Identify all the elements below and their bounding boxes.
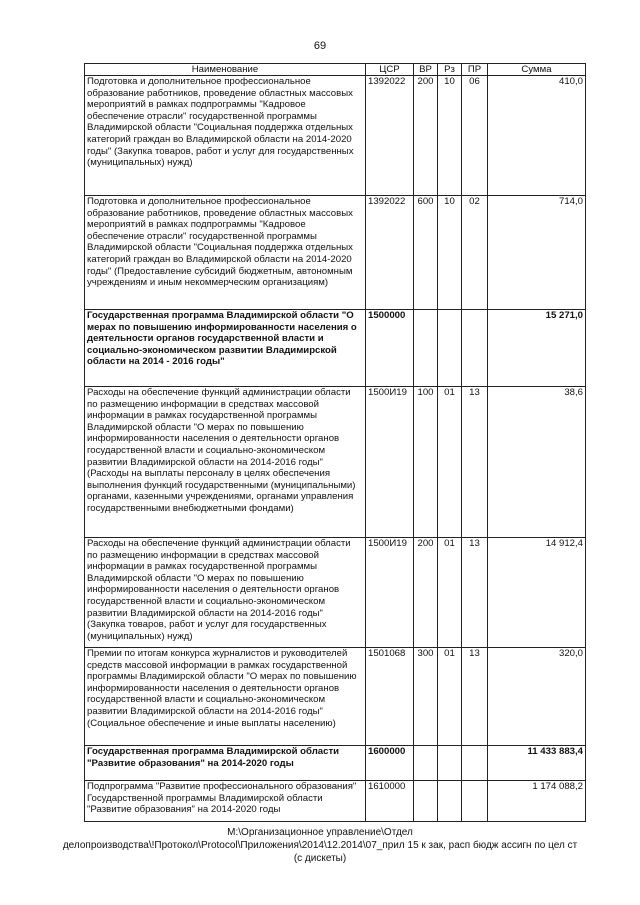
header-pr: ПР [462, 64, 488, 76]
cell-sum: 38,6 [488, 387, 586, 538]
table-row [85, 76, 586, 196]
cell-sum: 714,0 [488, 196, 586, 310]
cell-sum: 14 912,4 [488, 538, 586, 648]
cell-sum: 320,0 [488, 648, 586, 746]
cell-rz: 10 [438, 76, 462, 196]
cell-pr [462, 746, 488, 781]
cell-pr: 13 [462, 387, 488, 538]
cell-pr: 13 [462, 538, 488, 648]
page-number: 69 [313, 40, 327, 52]
cell-sum: 410,0 [488, 76, 586, 196]
table-row [85, 648, 586, 746]
cell-pr [462, 781, 488, 822]
table-row [85, 746, 586, 781]
table-row [85, 387, 586, 538]
cell-rz: 01 [438, 538, 462, 648]
cell-csr: 1500000 [366, 310, 414, 387]
footer-line-1: М:\Организационное управление\Отдел [227, 827, 413, 838]
file-path-footer [0, 826, 640, 865]
cell-rz [438, 310, 462, 387]
cell-sum: 11 433 883,4 [488, 746, 586, 781]
header-sum: Сумма [488, 64, 586, 76]
footer-line-2: делопроизводства\!Протокол\Protocol\Приложения\2014\12.2014\07_прил 15 к зак, расп бюдж ассигн по цел ст [62, 840, 578, 851]
cell-rz [438, 746, 462, 781]
cell-vr: 200 [414, 76, 438, 196]
cell-name: Подготовка и дополнительное профессиональное образование работников, проведение областных массовых мероприятий в рамках подпрограммы "Кадровое обеспечение отрасли" государственной программы Владимирской области "Социальная поддержка отдельных категорий граждан во Владимирской области на 2014-2020 годы" (Закупка товаров, работ и услуг для государственных (муниципальных) нужд) [85, 76, 366, 196]
cell-name: Премии по итогам конкурса журналистов и руководителей средств массовой информации в рамках государственной программы Владимирской области "О мерах по повышению информированности населения о деятельности органов государственной власти и социально-экономическом развитии Владимирской области на 2014-2016 годы" (Социальное обеспечение и иные выплаты населению) [85, 648, 366, 746]
cell-name: Расходы на обеспечение функций администрации области по размещению информации в средствах массовой информации в рамках государственной программы Владимирской области "О мерах по повышению информированности населения о деятельности органов государственной власти и социально-экономическом развитии Владимирской области на 2014-2016 годы" (Закупка товаров, работ и услуг для государственных (муниципальных) нужд) [85, 538, 366, 648]
cell-vr: 600 [414, 196, 438, 310]
footer-line-3: (с дискеты) [293, 853, 347, 864]
header-rz: Рз [438, 64, 462, 76]
cell-pr: 13 [462, 648, 488, 746]
cell-pr [462, 310, 488, 387]
cell-name: Государственная программа Владимирской области "О мерах по повышению информированности населения о деятельности органов государственной власти и социально-экономическом развитии Владимирской области на 2014 - 2016 годы" [85, 310, 366, 387]
cell-csr: 1500И19 [366, 387, 414, 538]
cell-vr [414, 746, 438, 781]
cell-vr [414, 781, 438, 822]
header-name: Наименование [85, 64, 366, 76]
cell-pr: 06 [462, 76, 488, 196]
table-row [85, 538, 586, 648]
budget-table [84, 63, 586, 822]
cell-rz [438, 781, 462, 822]
cell-name: Подпрограмма "Развитие профессионального образования" Государственной программы Владимирской области "Развитие образования" на 2014-2020 годы [85, 781, 366, 822]
cell-csr: 1500И19 [366, 538, 414, 648]
cell-sum: 1 174 088,2 [488, 781, 586, 822]
header-csr: ЦСР [366, 64, 414, 76]
table-row [85, 310, 586, 387]
table-header-row [85, 64, 586, 76]
cell-pr: 02 [462, 196, 488, 310]
cell-vr: 200 [414, 538, 438, 648]
cell-vr: 100 [414, 387, 438, 538]
table-row [85, 781, 586, 822]
cell-vr [414, 310, 438, 387]
cell-rz: 01 [438, 387, 462, 538]
cell-sum: 15 271,0 [488, 310, 586, 387]
cell-name: Государственная программа Владимирской области "Развитие образования" на 2014-2020 годы [85, 746, 366, 781]
cell-vr: 300 [414, 648, 438, 746]
cell-csr: 1392022 [366, 76, 414, 196]
cell-csr: 1392022 [366, 196, 414, 310]
cell-csr: 1610000 [366, 781, 414, 822]
cell-csr: 1600000 [366, 746, 414, 781]
cell-rz: 01 [438, 648, 462, 746]
table-row [85, 196, 586, 310]
cell-name: Подготовка и дополнительное профессиональное образование работников, проведение областных массовых мероприятий в рамках подпрограммы "Кадровое обеспечение отрасли" государственной программы Владимирской области "Социальная поддержка отдельных категорий граждан во Владимирской области на 2014-2020 годы" (Предоставление субсидий бюджетным, автономным учреждениям и иным некоммерческим организациям) [85, 196, 366, 310]
cell-rz: 10 [438, 196, 462, 310]
header-vr: ВР [414, 64, 438, 76]
cell-name: Расходы на обеспечение функций администрации области по размещению информации в средствах массовой информации в рамках государственной программы Владимирской области "О мерах по повышению информированности населения о деятельности органов государственной власти и социально-экономическом развитии Владимирской области на 2014-2016 годы" (Расходы на выплаты персоналу в целях обеспечения выполнения функций государственными (муниципальными) органами, казенными учреждениями, органами управления государственными внебюджетными фондами) [85, 387, 366, 538]
cell-csr: 1501068 [366, 648, 414, 746]
